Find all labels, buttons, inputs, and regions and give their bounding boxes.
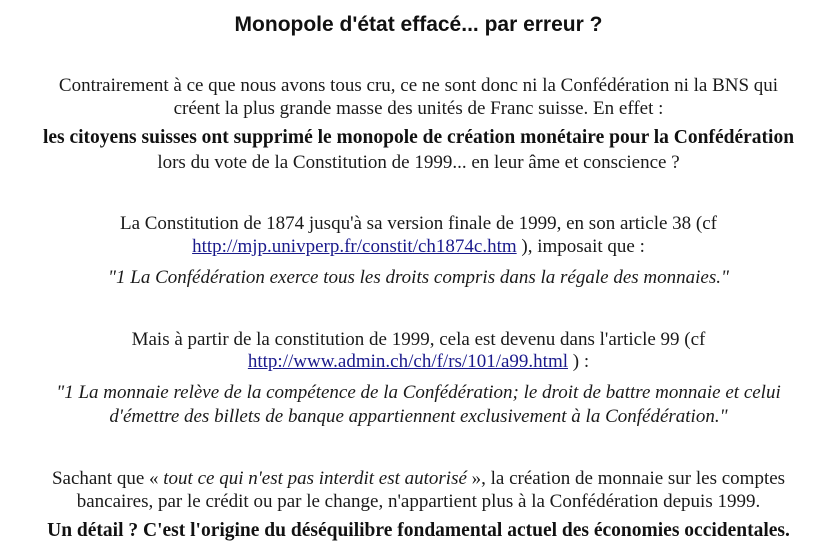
quote-article-99-line-2: d'émettre des billets de banque appartiennent exclusivement à la Confédération." <box>109 406 728 427</box>
conclusion-quoted-maxim: tout ce qui n'est pas interdit est autorisé <box>163 468 467 489</box>
section-1999-line-2 <box>0 350 837 373</box>
conclusion-prefix: Sachant que « <box>51 468 159 489</box>
intro-line-2: créent la plus grande masse des unités de Franc suisse. En effet : <box>173 98 664 119</box>
link-constitution-1874[interactable]: http://mjp.univperp.fr/constit/ch1874c.htm <box>192 236 517 257</box>
section-1874-line-1: La Constitution de 1874 jusqu'à sa version finale de 1999, en son article 38 (cf <box>119 213 718 234</box>
conclusion-bold-statement: Un détail ? C'est l'origine du déséquilibre fondamental actuel des économies occidentales. <box>47 520 790 541</box>
quote-article-38: "1 La Confédération exerce tous les droits compris dans la régale des monnaies." <box>108 267 729 288</box>
intro-line-1: Contrairement à ce que nous avons tous cru, ce ne sont donc ni la Confédération ni la BNS qui <box>58 75 779 96</box>
link-constitution-1999[interactable]: http://www.admin.ch/ch/f/rs/101/a99.html <box>247 351 569 372</box>
section-1874-after-link: ), imposait que : <box>521 236 645 257</box>
section-1999-line-1: Mais à partir de la constitution de 1999, cela est devenu dans l'article 99 (cf <box>131 329 706 350</box>
conclusion-line-2: bancaires, par le crédit ou par le change, n'appartient plus à la Confédération depuis 1999. <box>76 491 761 512</box>
quote-article-99-line-1: "1 La monnaie relève de la compétence de la Confédération; le droit de battre monnaie et celui <box>56 382 781 403</box>
intro-line-3: lors du vote de la Constitution de 1999... en leur âme et conscience ? <box>157 152 680 173</box>
intro-bold-statement: les citoyens suisses ont supprimé le monopole de création monétaire pour la Confédération <box>42 127 795 148</box>
section-1999-after-link: ) : <box>572 351 590 372</box>
section-1874-line-2 <box>0 235 837 258</box>
page-title: Monopole d'état effacé... par erreur ? <box>234 13 603 36</box>
conclusion-suffix: », la création de monnaie sur les comptes <box>471 468 786 489</box>
conclusion-line-1 <box>0 467 837 490</box>
